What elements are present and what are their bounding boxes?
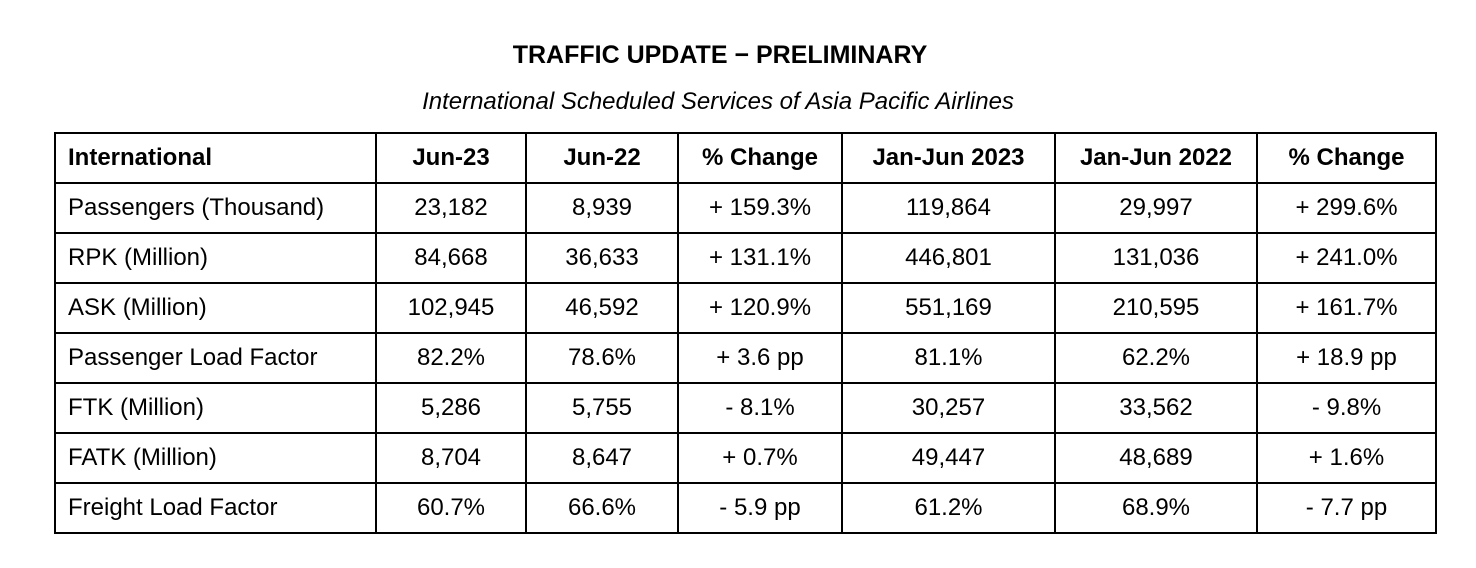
table-cell: 8,647 [526,433,678,483]
table-cell: 29,997 [1055,183,1257,233]
table-cell: 81.1% [842,333,1055,383]
row-label: Passengers (Thousand) [55,183,376,233]
table-row [55,183,1436,233]
table-cell: 78.6% [526,333,678,383]
row-label: ASK (Million) [55,283,376,333]
table-cell: - 7.7 pp [1257,483,1436,533]
table-cell: 49,447 [842,433,1055,483]
table-row [55,233,1436,283]
table-cell: + 3.6 pp [678,333,842,383]
table-cell: 551,169 [842,283,1055,333]
table-cell: 82.2% [376,333,526,383]
table-cell: + 1.6% [1257,433,1436,483]
table-cell: + 299.6% [1257,183,1436,233]
table-cell: 36,633 [526,233,678,283]
table-row [55,333,1436,383]
table-cell: 33,562 [1055,383,1257,433]
table-cell: 5,755 [526,383,678,433]
table-row [55,383,1436,433]
table-cell: + 18.9 pp [1257,333,1436,383]
row-label: RPK (Million) [55,233,376,283]
table-row [55,483,1436,533]
table-cell: - 5.9 pp [678,483,842,533]
table-cell: - 9.8% [1257,383,1436,433]
table-cell: - 8.1% [678,383,842,433]
column-header-ytd-change: % Change [1257,133,1436,183]
table-row [55,433,1436,483]
table-cell: 8,704 [376,433,526,483]
column-header-ytd-2023: Jan-Jun 2023 [842,133,1055,183]
table-cell: 66.6% [526,483,678,533]
table-row [55,283,1436,333]
table-cell: 119,864 [842,183,1055,233]
column-header-monthly-change: % Change [678,133,842,183]
row-label: Passenger Load Factor [55,333,376,383]
table-cell: 60.7% [376,483,526,533]
table-cell: 446,801 [842,233,1055,283]
table-cell: + 0.7% [678,433,842,483]
row-label: Freight Load Factor [55,483,376,533]
table-cell: + 120.9% [678,283,842,333]
table-cell: 5,286 [376,383,526,433]
table-header-row [55,133,1436,183]
table-cell: 23,182 [376,183,526,233]
table-cell: 102,945 [376,283,526,333]
table-cell: 61.2% [842,483,1055,533]
report-title: TRAFFIC UPDATE − PRELIMINARY [512,41,928,69]
table-cell: 30,257 [842,383,1055,433]
table-cell: 48,689 [1055,433,1257,483]
table-cell: 8,939 [526,183,678,233]
table-cell: + 161.7% [1257,283,1436,333]
traffic-table [54,132,1437,534]
table-cell: 131,036 [1055,233,1257,283]
report-subtitle: International Scheduled Services of Asia Pacific Airlines [422,88,1014,115]
table-cell: 62.2% [1055,333,1257,383]
table-cell: + 159.3% [678,183,842,233]
column-header-metric: International [55,133,376,183]
table-cell: 46,592 [526,283,678,333]
column-header-jun-22: Jun-22 [526,133,678,183]
table-cell: + 241.0% [1257,233,1436,283]
row-label: FTK (Million) [55,383,376,433]
column-header-ytd-2022: Jan-Jun 2022 [1055,133,1257,183]
table-cell: 210,595 [1055,283,1257,333]
table-cell: + 131.1% [678,233,842,283]
column-header-jun-23: Jun-23 [376,133,526,183]
row-label: FATK (Million) [55,433,376,483]
table-cell: 68.9% [1055,483,1257,533]
table-cell: 84,668 [376,233,526,283]
